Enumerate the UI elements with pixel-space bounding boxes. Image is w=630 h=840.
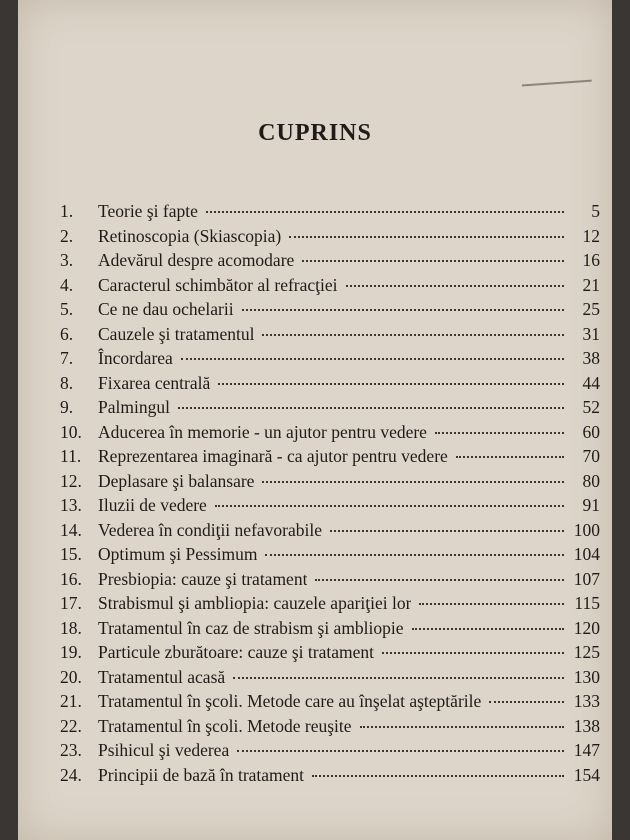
toc-entry[interactable] <box>60 201 600 226</box>
leader-dots <box>456 456 564 458</box>
toc-entry[interactable] <box>60 446 600 471</box>
toc-entry[interactable] <box>60 471 600 496</box>
toc-entry-number: 1. <box>60 201 74 221</box>
toc-entry-number: 14. <box>60 519 82 540</box>
toc-entry-title: Optimum şi Pessimum <box>98 544 258 564</box>
toc-entry-number: 22. <box>60 715 82 736</box>
toc-entry-number: 19. <box>60 642 82 662</box>
toc-entry-title: Retinoscopia (Skiascopia) <box>98 225 282 246</box>
toc-entry-number: 4. <box>60 274 74 295</box>
toc-entry-title: Principii de bază în tratament <box>98 764 305 785</box>
toc-entry[interactable] <box>60 765 600 790</box>
toc-entry-title: Caracterul schimbător al refracţiei <box>98 274 338 295</box>
toc-entry-page: 115 <box>574 593 600 613</box>
toc-entry-title: Adevărul despre acomodare <box>98 250 295 270</box>
toc-entry-title: Tratamentul în şcoli. Metode care au înşelat aşteptările <box>98 691 482 711</box>
toc-entry-page: 80 <box>582 470 600 491</box>
pencil-mark <box>522 80 592 93</box>
leader-dots <box>382 652 564 654</box>
toc-entry[interactable] <box>60 740 600 765</box>
toc-entry-number: 15. <box>60 544 82 564</box>
toc-entry-title: Teorie şi fapte <box>98 201 198 221</box>
toc-entry-title: Fixarea centrală <box>98 372 211 393</box>
leader-dots <box>315 579 564 581</box>
toc-entry-number: 8. <box>60 372 74 393</box>
book-page <box>18 0 612 840</box>
leader-dots <box>435 432 564 434</box>
toc-entry-number: 3. <box>60 250 74 270</box>
toc-entry-title: Încordarea <box>98 348 173 368</box>
leader-dots <box>242 309 564 311</box>
leader-dots <box>302 260 564 262</box>
leader-dots <box>346 285 564 287</box>
toc-entry-number: 6. <box>60 323 74 344</box>
toc-entry-page: 104 <box>573 544 600 564</box>
toc-entry-title: Iluzii de vedere <box>98 495 207 515</box>
toc-entry[interactable] <box>60 495 600 520</box>
toc-entry[interactable] <box>60 569 600 594</box>
toc-entry[interactable] <box>60 422 600 447</box>
toc-entry-title: Vederea în condiţii nefavorabile <box>98 519 322 540</box>
toc-entry-title: Particule zburătoare: cauze şi tratament <box>98 642 374 662</box>
leader-dots <box>181 358 564 360</box>
toc-entry-number: 9. <box>60 397 74 417</box>
toc-entry[interactable] <box>60 544 600 569</box>
leader-dots <box>312 775 564 777</box>
toc-entry[interactable] <box>60 618 600 643</box>
toc-entry-title: Psihicul şi vederea <box>98 740 230 760</box>
toc-entry-page: 25 <box>582 299 600 319</box>
toc-entry[interactable] <box>60 250 600 275</box>
toc-entry[interactable] <box>60 226 600 251</box>
toc-entry[interactable] <box>60 397 600 422</box>
toc-entry-page: 91 <box>582 495 600 515</box>
toc-entry-title: Palmingul <box>98 397 170 417</box>
toc-entry-number: 23. <box>60 740 82 760</box>
toc-entry-title: Reprezentarea imaginară - ca ajutor pentru vedere <box>98 446 448 466</box>
toc-entry[interactable] <box>60 324 600 349</box>
toc-entry-page: 60 <box>582 421 600 442</box>
toc-entry-title: Deplasare şi balansare <box>98 470 255 491</box>
toc-entry-page: 12 <box>582 225 600 246</box>
toc-entry[interactable] <box>60 667 600 692</box>
toc-entry[interactable] <box>60 348 600 373</box>
toc-entry-title: Aducerea în memorie - un ajutor pentru vedere <box>98 421 427 442</box>
toc-entry-number: 2. <box>60 225 74 246</box>
leader-dots <box>360 726 564 728</box>
toc-entry[interactable] <box>60 299 600 324</box>
toc-entry-page: 38 <box>582 348 600 368</box>
toc-entry[interactable] <box>60 520 600 545</box>
toc-entry-number: 20. <box>60 666 82 687</box>
toc-entry-number: 24. <box>60 764 82 785</box>
toc-entry[interactable] <box>60 593 600 618</box>
toc-entry-number: 10. <box>60 421 82 442</box>
leader-dots <box>206 211 564 213</box>
toc-entry-page: 31 <box>582 323 600 344</box>
toc-entry-number: 13. <box>60 495 82 515</box>
page-title: CUPRINS <box>258 120 372 146</box>
toc-entry-page: 52 <box>582 397 600 417</box>
toc-entry[interactable] <box>60 691 600 716</box>
toc-entry-title: Tratamentul în şcoli. Metode reuşite <box>98 715 352 736</box>
toc-entry-title: Tratamentul acasă <box>98 666 226 687</box>
toc-entry-number: 5. <box>60 299 74 319</box>
toc-entry-number: 7. <box>60 348 74 368</box>
leader-dots <box>233 677 564 679</box>
leader-dots <box>218 383 564 385</box>
leader-dots <box>330 530 564 532</box>
leader-dots <box>237 750 564 752</box>
toc-entry-page: 147 <box>573 740 600 760</box>
toc-entry-number: 12. <box>60 470 82 491</box>
toc-entry-page: 133 <box>573 691 600 711</box>
toc-entry-number: 18. <box>60 617 82 638</box>
toc-entry-title: Ce ne dau ochelarii <box>98 299 234 319</box>
toc-entry[interactable] <box>60 642 600 667</box>
toc-entry-page: 130 <box>573 666 600 687</box>
toc-entry-page: 120 <box>573 617 600 638</box>
toc-entry-title: Presbiopia: cauze şi tratament <box>98 568 308 589</box>
toc-entry-title: Cauzele şi tratamentul <box>98 323 255 344</box>
toc-entry-number: 17. <box>60 593 82 613</box>
toc-entry[interactable] <box>60 716 600 741</box>
toc-entry-page: 125 <box>573 642 600 662</box>
toc-entry-page: 21 <box>582 274 600 295</box>
toc-entry-page: 107 <box>573 568 600 589</box>
leader-dots <box>289 236 564 238</box>
toc-entry-page: 70 <box>582 446 600 466</box>
toc-entry-number: 21. <box>60 691 82 711</box>
leader-dots <box>265 554 564 556</box>
toc-entry-page: 154 <box>573 764 600 785</box>
toc-entry-title: Tratamentul în caz de strabism şi ambliopie <box>98 617 404 638</box>
leader-dots <box>262 334 564 336</box>
leader-dots <box>419 603 564 605</box>
leader-dots <box>215 505 564 507</box>
toc-entry-page: 16 <box>582 250 600 270</box>
toc-entry-title: Strabismul şi ambliopia: cauzele apariţiei lor <box>98 593 412 613</box>
toc-entry-page: 44 <box>582 372 600 393</box>
leader-dots <box>262 481 564 483</box>
toc-entry-number: 16. <box>60 568 82 589</box>
toc-entry-page: 100 <box>573 519 600 540</box>
leader-dots <box>489 701 564 703</box>
table-of-contents <box>60 201 600 789</box>
toc-entry[interactable] <box>60 275 600 300</box>
toc-entry-page: 5 <box>591 201 600 221</box>
toc-entry-page: 138 <box>573 715 600 736</box>
leader-dots <box>178 407 564 409</box>
toc-entry-number: 11. <box>60 446 82 466</box>
toc-entry[interactable] <box>60 373 600 398</box>
leader-dots <box>412 628 564 630</box>
